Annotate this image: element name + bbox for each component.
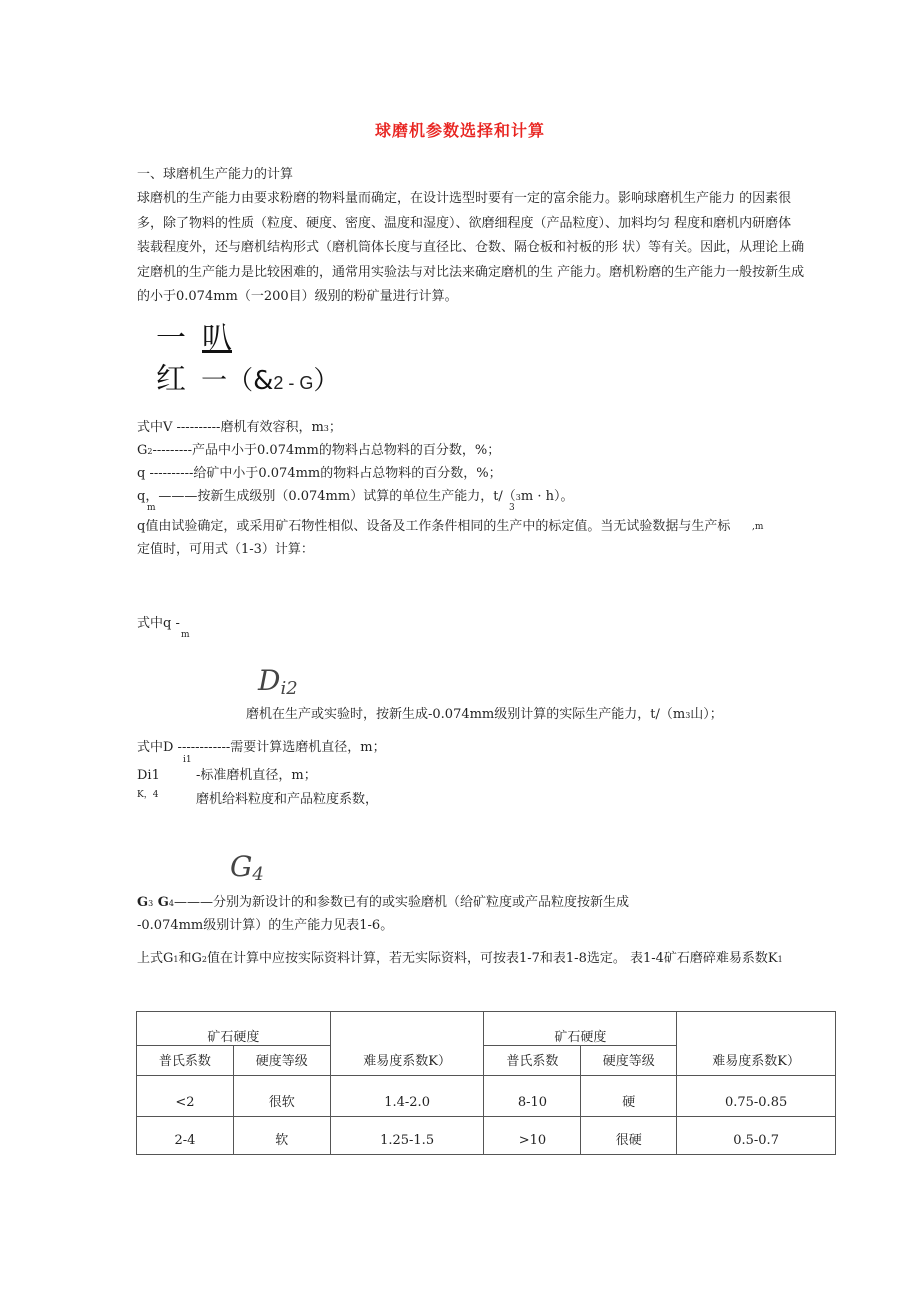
ore-hardness-table xyxy=(136,1011,836,1155)
intro-line: 球磨机的生产能力由要求粉磨的物料量而确定，在设计选型时要有一定的富余能力。影响球磨机生产能力 的因素很 xyxy=(137,191,792,207)
intro-line: 定磨机的生产能力是比较困难的，通常用实验法与对比法来确定磨机的生 产能力。磨机粉磨的生产能力一般按新生成 xyxy=(137,264,805,280)
def-d1-sub: i1 xyxy=(183,755,192,765)
formula2-actual-end: 山）； xyxy=(690,707,723,722)
def-std: -标准磨机直径，m； xyxy=(196,768,317,783)
def-qm-end: 。 xyxy=(560,489,574,504)
intro-section xyxy=(137,163,837,309)
q-value-m: ,m xyxy=(752,522,764,532)
final-sub3: 1 xyxy=(777,955,783,964)
intro-line: 多，除了物料的性质（粒度、硬度、密度、温度和湿度）、欲磨细程度（产品粒度）、加料均匀 程度和磨机内研磨体 xyxy=(137,215,792,231)
q-value-line2: 定值时，可用式（1-3）计算： xyxy=(137,542,314,557)
formula2-actual-text: 磨机在生产或实验时，按新生成-0.074mm级别计算的实际生产能力，t/（m xyxy=(246,707,686,722)
g4-symbol xyxy=(230,850,264,885)
g4-sub: 4 xyxy=(252,864,264,885)
def-di1: Di1 xyxy=(137,768,160,783)
def-k4: K，4 xyxy=(137,790,159,800)
def-g4-sub: 4 xyxy=(168,899,174,908)
def-g2-pre: G xyxy=(137,443,148,458)
formula2-actual xyxy=(246,705,723,726)
def-qm-m-sub: m xyxy=(147,503,156,513)
formula2-m-sub: m xyxy=(181,630,190,640)
def-g3g4-line2: -0.074mm级别计算）的生产能力见表1-6。 xyxy=(137,918,394,933)
def-v xyxy=(137,418,342,439)
def-d1: 式中D ------------需要计算选磨机直径，m； xyxy=(137,740,386,755)
final-pre: 上式G xyxy=(137,951,174,966)
final-mid: 和G xyxy=(178,951,202,966)
table-cell: <2 xyxy=(137,1076,234,1117)
def-g3g4 xyxy=(137,893,629,914)
table-cell: 0.5-0.7 xyxy=(677,1117,836,1155)
def-g3-sub: 3 xyxy=(148,899,154,908)
table-row xyxy=(137,1117,836,1155)
def-qm-mid: m · h） xyxy=(520,489,561,504)
formula1-bottom-right: 一（& xyxy=(201,366,274,396)
formula2-actual-sub: 3 xyxy=(685,711,691,720)
def-v-end: ； xyxy=(328,420,342,435)
def-g2-sub: 2 xyxy=(147,447,153,456)
def-v-sub: 3 xyxy=(323,424,329,433)
def-qm-3-sub: 3 xyxy=(509,503,515,513)
table-cell: 8-10 xyxy=(484,1076,581,1117)
def-v-text: 式中V ----------磨机有效容积，m xyxy=(137,420,324,435)
table-cell: 硬 xyxy=(581,1076,677,1117)
final-line xyxy=(137,949,783,970)
section-heading: 一、球磨机生产能力的计算 xyxy=(137,167,294,182)
table-cell: 很硬 xyxy=(581,1117,677,1155)
g4-g: G xyxy=(230,850,253,883)
table-cell: 2-4 xyxy=(137,1117,234,1155)
table-col-protodyakonov-1: 普氏系数 xyxy=(137,1046,234,1076)
def-g4-bold: G xyxy=(153,895,169,910)
formula2-d-symbol xyxy=(258,664,298,699)
table-cell: 1.4-2.0 xyxy=(330,1076,484,1117)
final-sub1: 1 xyxy=(173,955,179,964)
table-row xyxy=(137,1076,836,1117)
final-sub2: 2 xyxy=(201,955,207,964)
q-value-line: q值由试验确定，或采用矿石物性相似、设备及工作条件相同的生产中的标定值。当无试验数据与生产标 xyxy=(137,519,731,534)
def-g3g4-text: ———分别为新设计的和参数已有的或实验磨机（给矿粒度或产品粒度按新生成 xyxy=(173,895,629,910)
table-group-header-1: 矿石硬度 xyxy=(137,1012,331,1046)
formula1-bottom-left: 红 xyxy=(156,362,186,397)
def-g2-text: ---------产品中小于0.074mm的物料占总物料的百分数，%； xyxy=(152,443,501,458)
formula2-d: D xyxy=(258,664,281,697)
table-col-difficulty-2: 难易度系数K） xyxy=(677,1012,836,1076)
def-g2 xyxy=(137,441,500,462)
table-cell: 很软 xyxy=(233,1076,330,1117)
intro-line: 的小于0.074mm（一200目）级别的粉矿量进行计算。 xyxy=(137,289,458,305)
def-qm-sub: 3 xyxy=(515,493,521,502)
table-col-grade-1: 硬度等级 xyxy=(233,1046,330,1076)
table-col-protodyakonov-2: 普氏系数 xyxy=(484,1046,581,1076)
def-qm-pre: q，———按新生成级别（0.074mm）试算的单位生产能力，t/（ xyxy=(137,489,516,504)
table-cell: 软 xyxy=(233,1117,330,1155)
formula1-bottom-sub: 2 - G xyxy=(273,373,314,393)
formula1-bottom-close: ） xyxy=(313,366,340,396)
final-end: 值在计算中应按实际资料计算，若无实际资料，可按表1-7和表1-8选定。 表1-4矿石磨碎难易系数K xyxy=(206,951,778,966)
table-cell: 1.25-1.5 xyxy=(330,1117,484,1155)
table-header-row xyxy=(137,1012,836,1046)
formula1-top-right: 叭 xyxy=(202,321,232,356)
formula1-bottom xyxy=(156,360,339,397)
table-cell: >10 xyxy=(484,1117,581,1155)
intro-line: 装载程度外，还与磨机结构形式（磨机筒体长度与直径比、仓数、隔仓板和衬板的形 状）等有关。因此，从理论上确 xyxy=(137,240,805,256)
formula2-prefix: 式中q - xyxy=(137,616,180,631)
table-cell: 0.75-0.85 xyxy=(677,1076,836,1117)
formula1-top-left: 一 xyxy=(156,321,186,356)
page-title: 球磨机参数选择和计算 xyxy=(374,121,545,140)
def-q: q ----------给矿中小于0.074mm的物料占总物料的百分数，%； xyxy=(137,466,502,481)
table-group-header-2: 矿石硬度 xyxy=(484,1012,677,1046)
formula2-d-sub: i2 xyxy=(280,678,298,699)
def-g3-bold: G xyxy=(137,895,149,910)
def-k: 磨机给料粒度和产品粒度系数， xyxy=(196,792,379,807)
table-col-difficulty-1: 难易度系数K） xyxy=(330,1012,484,1076)
table-col-grade-2: 硬度等级 xyxy=(581,1046,677,1076)
